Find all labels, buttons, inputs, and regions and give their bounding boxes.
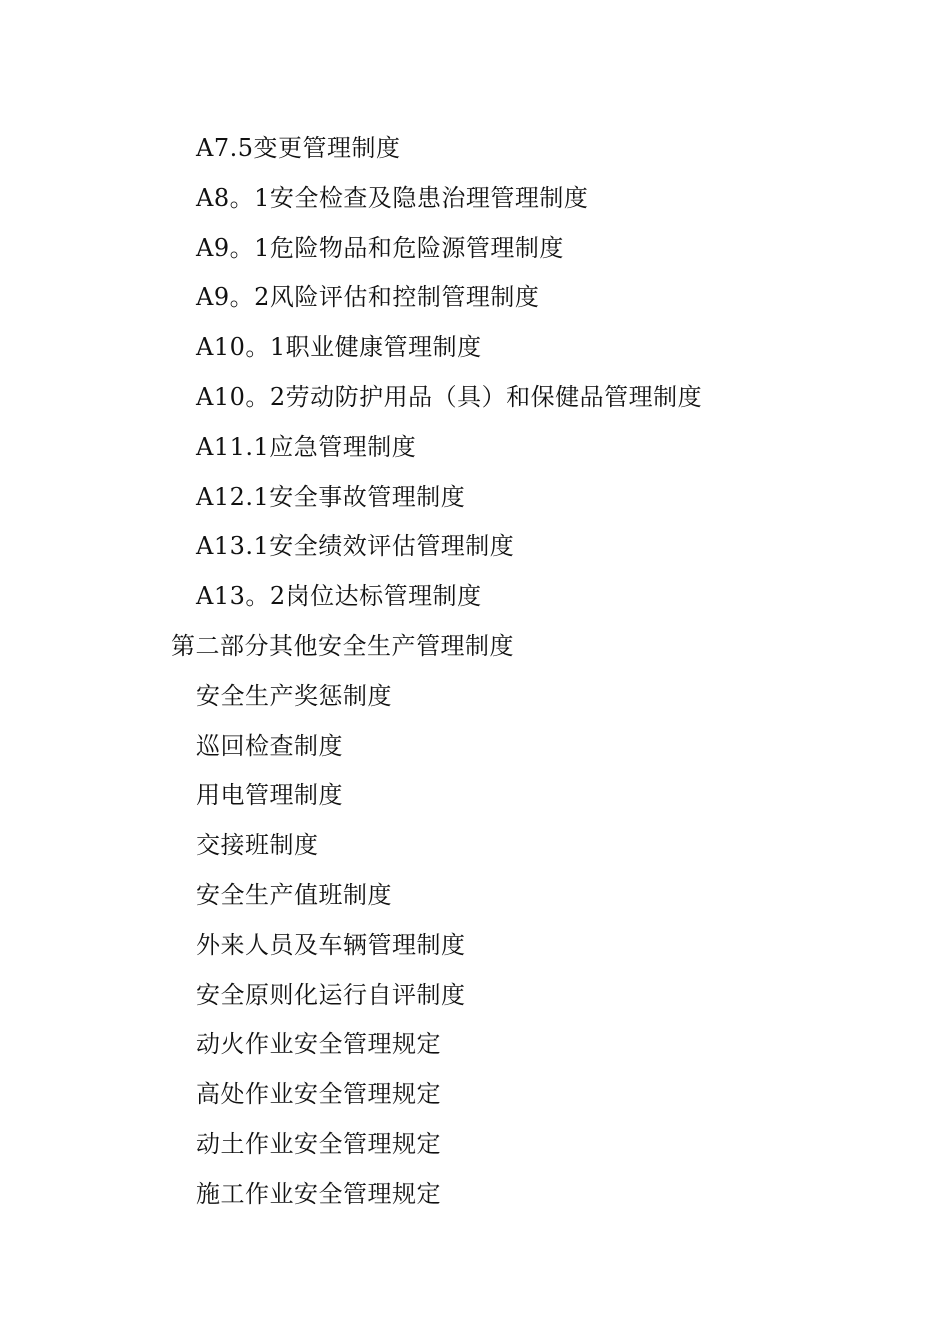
toc-item: 动火作业安全管理规定	[196, 1030, 441, 1059]
toc-item: A12.1安全事故管理制度	[196, 482, 466, 511]
toc-item: 动土作业安全管理规定	[196, 1129, 441, 1158]
toc-item: A8。1安全检查及隐患治理管理制度	[196, 183, 589, 212]
toc-item: 高处作业安全管理规定	[196, 1080, 441, 1109]
toc-item: A13.1安全绩效评估管理制度	[196, 532, 515, 561]
toc-item: 巡回检查制度	[196, 731, 343, 760]
toc-item: A13。2岗位达标管理制度	[196, 582, 482, 611]
toc-item: 安全生产奖惩制度	[196, 681, 392, 710]
toc-item: 安全生产值班制度	[196, 880, 392, 909]
toc-item: 施工作业安全管理规定	[196, 1179, 441, 1208]
toc-item: A7.5变更管理制度	[196, 134, 401, 162]
toc-item: A11.1应急管理制度	[196, 432, 417, 461]
toc-item: A10。2劳动防护用品（具）和保健品管理制度	[196, 382, 703, 411]
toc-item: 安全原则化运行自评制度	[196, 980, 466, 1009]
toc-list	[0, 128, 950, 1224]
toc-item: 外来人员及车辆管理制度	[196, 930, 466, 959]
section-heading: 第二部分其他安全生产管理制度	[171, 631, 514, 660]
toc-item: 用电管理制度	[196, 781, 343, 810]
toc-item: A9。1危险物品和危险源管理制度	[196, 233, 564, 262]
toc-item: A9。2风险评估和控制管理制度	[196, 283, 540, 312]
toc-item: A10。1职业健康管理制度	[196, 333, 482, 362]
toc-item: 交接班制度	[196, 831, 319, 860]
